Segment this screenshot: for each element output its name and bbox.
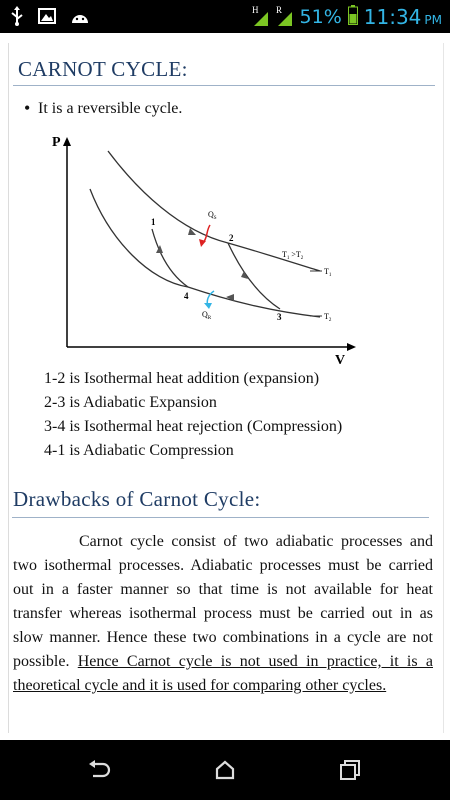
arrow-2-3 [241, 271, 248, 279]
section-title-drawbacks: Drawbacks of Carnot Cycle: [13, 487, 261, 511]
point-4-label: 4 [184, 291, 189, 301]
p-axis-label: P [52, 135, 61, 150]
clock-ampm: PM [424, 13, 442, 27]
p-axis-arrow [63, 137, 71, 146]
point-2-label: 2 [229, 233, 234, 243]
drawbacks-paragraph [13, 530, 433, 698]
navigation-bar [0, 740, 450, 800]
signal-r-icon [276, 4, 294, 30]
heat-out-arrowhead [204, 303, 212, 309]
point-1-label: 1 [151, 217, 156, 227]
process-steps-list [44, 367, 342, 463]
v-axis-label: V [335, 353, 346, 367]
home-icon [214, 759, 236, 781]
adiabat-4-1 [152, 229, 188, 287]
image-icon [38, 8, 56, 28]
document-page[interactable] [0, 33, 450, 740]
qr-label: $Q_R$ [202, 310, 212, 321]
step-2-3: 2-3 is Adiabatic Expansion [44, 394, 217, 411]
v-axis-arrow [347, 343, 356, 351]
recents-icon [339, 759, 361, 781]
t1-label: $T_1$ [324, 267, 332, 278]
bullet-reversible: • It is a reversible cycle. [38, 100, 182, 118]
svg-text:R: R [275, 5, 282, 15]
carnot-pv-diagram [30, 131, 360, 367]
battery-icon [348, 5, 358, 29]
point-3-label: 3 [277, 312, 282, 322]
t1-gt-t2-label: $T_1 >T_2$ [282, 250, 304, 261]
t2-label: $T_2$ [324, 312, 332, 323]
home-button[interactable] [205, 754, 245, 786]
back-button[interactable] [80, 754, 120, 786]
svg-text:H: H [251, 5, 259, 15]
status-bar [0, 0, 450, 33]
back-icon [87, 760, 113, 780]
page-border-left [8, 43, 9, 733]
page-border-right [443, 43, 444, 733]
adiabat-2-3 [228, 243, 280, 309]
drawbacks-divider [12, 517, 429, 518]
recents-button[interactable] [330, 754, 370, 786]
step-4-1: 4-1 is Adiabatic Compression [44, 442, 234, 459]
clock-time: 11:34 [363, 5, 422, 29]
android-icon [70, 9, 90, 28]
usb-icon [10, 6, 24, 30]
section-title-carnot-cycle: CARNOT CYCLE: [18, 57, 188, 81]
title-divider [13, 85, 435, 86]
step-1-2: 1-2 is Isothermal heat addition (expansion) [44, 370, 320, 387]
signal-h-icon [252, 4, 270, 30]
step-3-4: 3-4 is Isothermal heat rejection (Compression) [44, 418, 343, 435]
drawbacks-text: Carnot cycle consist of two adiabatic processes and two isothermal processes. Adiabatic processes must be carried out in a faster manner so that time is not available for heat transfer whereas isothermal process must be carried out in as slow manner. Hence these two combinations in a cycle are not possible. [13, 533, 433, 670]
battery-percent: 51% [299, 6, 342, 28]
qs-label: $Q_S$ [208, 210, 217, 221]
drawbacks-conclusion: Hence Carnot cycle is not used in practice, it is a theoretical cycle and it is used for comparing other cycles. [13, 653, 433, 694]
isotherm-t1 [108, 151, 320, 271]
